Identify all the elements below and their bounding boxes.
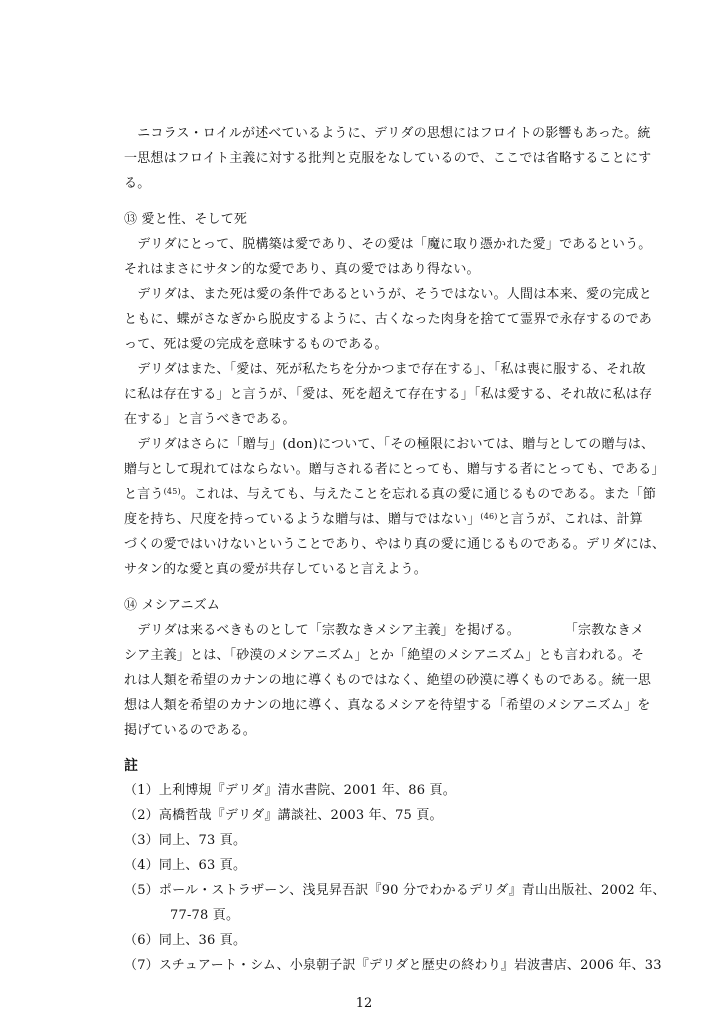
text-segment: と言うが、これは、計算 — [497, 512, 643, 527]
footnote-ref-46: (46) — [480, 512, 498, 521]
text-segment: 。これは、与えても、与えたことを忘れる真の愛に通じるものである。また「節 — [180, 487, 657, 502]
paragraph-line: デリダは、また死は愛の条件であるというが、そうではない。人間は本来、愛の完成と — [124, 287, 653, 302]
paragraph-line: れは人類を希望のカナンの地に導くものではなく、絶望の砂漠に導くものである。統一思 — [124, 673, 652, 688]
paragraph-line-with-footnote — [124, 512, 644, 528]
page-number: 12 — [355, 996, 373, 1011]
paragraph-line: ニコラス・ロイルが述べているように、デリダの思想にはフロイトの影響もあった。統 — [124, 126, 651, 141]
footnote-ref-45: (45) — [163, 487, 181, 496]
paragraph-line: って、死は愛の完成を意味するものである。 — [124, 337, 388, 352]
paragraph-line: ともに、蝶がさなぎから脱皮するように、古くなった肉身を捨てて霊界で永存するのであ — [124, 312, 653, 327]
paragraph-line: デリダはさらに「贈与」(don)について、「その極限においては、贈与としての贈与は、 — [124, 437, 655, 452]
paragraph-line: サタン的な愛と真の愛が共存していると言えよう。 — [124, 562, 427, 577]
text-segment: と言う — [124, 487, 164, 502]
note-item: （6）同上、36 頁。 — [124, 933, 247, 948]
notes-heading: 註 — [124, 758, 139, 774]
note-item: （5）ポール・ストラザーン、浅見昇吾訳『90 分でわかるデリダ』青山出版社、2002 年、 — [124, 883, 666, 898]
paragraph-line: 贈与として現れてはならない。贈与される者にとっても、贈与する者にとっても、である」 — [124, 462, 665, 477]
note-item: （1）上利博規『デリダ』清水書院、2001 年、86 頁。 — [124, 783, 456, 798]
paragraph-line: 在する」と言うべきである。 — [124, 412, 296, 427]
note-item: （4）同上、63 頁。 — [124, 858, 247, 873]
section-heading: ⑭ メシアニズム — [124, 598, 221, 613]
note-item-continuation: 77-78 頁。 — [170, 908, 240, 923]
paragraph-line: づくの愛ではいけないということであり、やはり真の愛に通じるものである。デリダには、 — [124, 537, 666, 552]
paragraph-line-with-footnote — [124, 487, 657, 503]
paragraph-line — [124, 623, 644, 639]
paragraph-line: 掲げているのである。 — [124, 723, 257, 738]
text-segment: 度を持ち、尺度を持っているような贈与は、贈与ではない」 — [124, 512, 481, 527]
section-heading: ⑬ 愛と性、そして死 — [124, 212, 248, 227]
paragraph-line: 一思想はフロイト主義に対する批判と克服をなしているので、ここでは省略することにす — [124, 151, 652, 166]
paragraph-line: デリダにとって、脱構築は愛であり、その愛は「魔に取り憑かれた愛」であるという。 — [124, 237, 652, 252]
paragraph-line: それはまさにサタン的な愛であり、真の愛ではあり得ない。 — [124, 262, 480, 277]
paragraph-line: デリダはまた、「愛は、死が私たちを分かつまで存在する」、「私は喪に服する、それ故 — [124, 362, 646, 377]
text-segment: 「宗教なきメ — [564, 623, 644, 638]
note-item: （7）スチュアート・シム、小泉朝子訳『デリダと歴史の終わり』岩波書店、2006 年、33 — [124, 958, 662, 973]
text-segment: デリダは来るべきものとして「宗教なきメシア主義」を掲げる。 — [124, 623, 521, 638]
paragraph-line: 想は人類を希望のカナンの地に導く、真なるメシアを待望する「希望のメシアニズム」を — [124, 698, 651, 713]
note-item: （2）高橋哲哉『デリダ』講談社、2003 年、75 頁。 — [124, 808, 443, 823]
paragraph-line: に私は存在する」と言うが、「愛は、死を超えて存在する」「私は愛する、それ故に私は存 — [124, 387, 653, 402]
paragraph-line: る。 — [124, 176, 151, 191]
note-item: （3）同上、73 頁。 — [124, 833, 247, 848]
paragraph-line: シア主義」とは、「砂漠のメシアニズム」とか「絶望のメシアニズム」とも言われる。そ — [124, 648, 645, 663]
